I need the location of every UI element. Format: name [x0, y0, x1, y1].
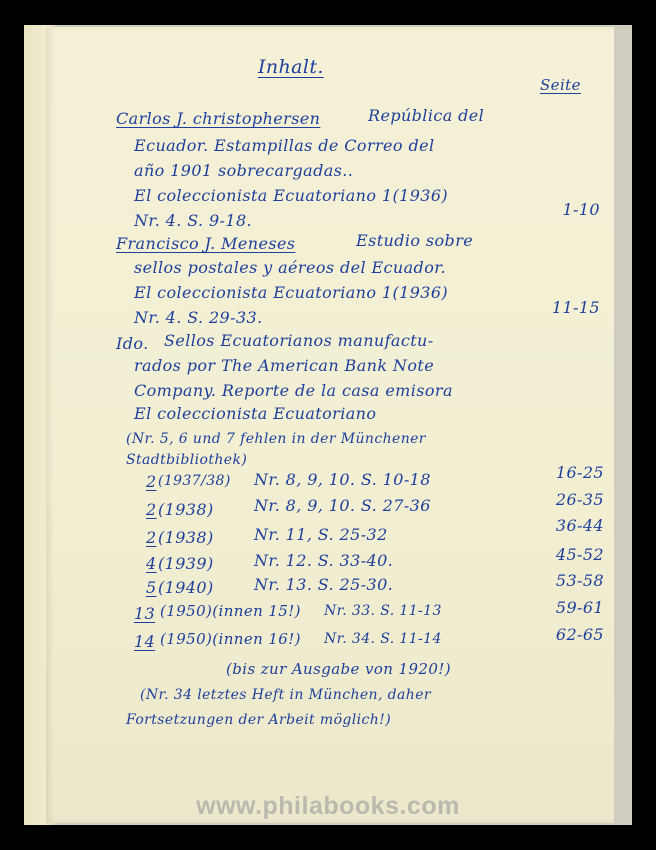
entry-text-line: año 1901 sobrecargadas.. — [134, 161, 354, 180]
issue-page-range: 62-65 — [555, 625, 604, 644]
issue-year: (1940) — [158, 578, 214, 597]
entry-text-line: República del — [368, 106, 485, 125]
entry-text-line: Estudio sobre — [356, 231, 474, 250]
page-column-header: Seite — [540, 76, 581, 94]
entry-text-line: El coleccionista Ecuatoriano 1(1936) — [134, 283, 449, 302]
entry-page-range: 1-10 — [562, 200, 600, 219]
issue-year: (1938) — [158, 528, 214, 547]
issue-year: (1950)(innen 16!) — [160, 630, 301, 648]
issue-reference: Nr. 33. S. 11-13 — [324, 603, 442, 619]
entry-text-line: sellos postales y aéreos del Ecuador. — [134, 258, 447, 277]
issue-volume: 2 — [146, 472, 157, 491]
issue-reference: Nr. 12. S. 33-40. — [254, 551, 394, 570]
issue-page-range: 26-35 — [555, 490, 604, 509]
entry-text-line: Ecuador. Estampillas de Correo del — [134, 136, 435, 155]
entry-text-line: Nr. 4. S. 29-33. — [134, 308, 263, 327]
entry-author: Ido. — [116, 334, 149, 353]
issue-page-range: 53-58 — [555, 571, 604, 590]
issue-page-range: 36-44 — [555, 516, 604, 535]
issue-volume: 2 — [146, 500, 157, 519]
issue-page-range: 59-61 — [555, 598, 604, 617]
entry-text-line: El coleccionista Ecuatoriano — [134, 404, 377, 423]
note-line: (Nr. 34 letztes Heft in München, daher — [140, 687, 431, 703]
entry-text-line: Company. Reporte de la casa emisora — [134, 381, 453, 400]
entry-text-line: Nr. 4. S. 9-18. — [134, 211, 253, 230]
page-title: Inhalt. — [258, 56, 324, 78]
issue-reference: Nr. 8, 9, 10. S. 10-18 — [254, 470, 431, 489]
issue-reference: Nr. 11, S. 25-32 — [254, 525, 388, 544]
issue-year: (1950)(innen 15!) — [160, 602, 301, 620]
entry-page-range: 11-15 — [551, 298, 600, 317]
issue-page-range: 45-52 — [555, 545, 604, 564]
issue-volume: 14 — [134, 632, 156, 651]
entry-text-line: rados por The American Bank Note — [134, 356, 435, 375]
issue-year: (1937/38) — [158, 473, 231, 489]
issue-page-range: 16-25 — [555, 463, 604, 482]
issue-volume: 4 — [146, 554, 157, 573]
issue-year: (1938) — [158, 500, 214, 519]
issue-volume: 2 — [146, 528, 157, 547]
issue-year: (1939) — [158, 554, 214, 573]
issue-volume: 13 — [134, 604, 156, 623]
watermark: www.philabooks.com — [196, 792, 460, 820]
issue-reference: Nr. 8, 9, 10. S. 27-36 — [254, 496, 431, 515]
issue-reference: Nr. 13. S. 25-30. — [254, 575, 394, 594]
issue-reference: Nr. 34. S. 11-14 — [324, 631, 442, 647]
note-line: Fortsetzungen der Arbeit möglich!) — [126, 712, 392, 728]
entry-text-line: Stadtbibliothek) — [126, 452, 248, 468]
entry-text-line: (Nr. 5, 6 und 7 fehlen in der Münchener — [126, 431, 426, 447]
note-line: (bis zur Ausgabe von 1920!) — [226, 660, 451, 678]
entry-author: Carlos J. christophersen — [116, 109, 321, 128]
issue-volume: 5 — [146, 578, 157, 597]
entry-text-line: Sellos Ecuatorianos manufactu- — [164, 331, 434, 350]
entry-text-line: El coleccionista Ecuatoriano 1(1936) — [134, 186, 449, 205]
entry-author: Francisco J. Meneses — [116, 234, 296, 253]
